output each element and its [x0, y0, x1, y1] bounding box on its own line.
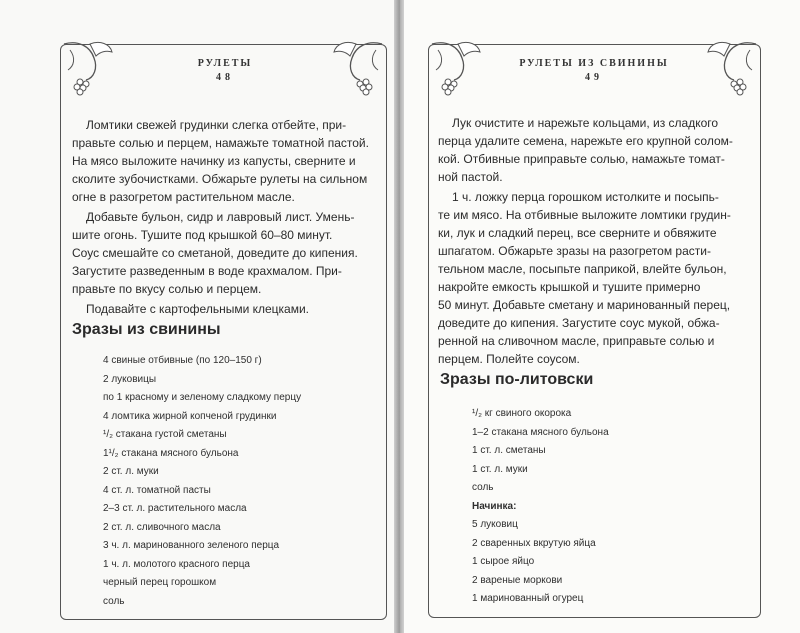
ingredient-item: 2 ст. л. муки: [103, 466, 159, 477]
paragraph: Добавьте бульон, сидр и лавровый лист. Умень- шите огонь. Тушите под крышкой 60–80 минут. Соус смешайте со сметаной, доведите до кипения. Загустите разведенным в воде крахмалом. При- правьте по вкусу солью и перцем.: [72, 210, 358, 296]
ingredient-item: 4 ст. л. томатной пасты: [103, 484, 211, 496]
recipe-instructions: [72, 116, 382, 320]
paragraph: Ломтики свежей грудинки слегка отбейте, при- правьте солью и перцем, намажьте томатной пастой. На мясо выложите начинку из капусты, сверните и сколите зубочистками. Обжарьте рулеты на сильном огне в разогретом растительном масле.: [72, 118, 369, 204]
left-page: [0, 0, 396, 633]
ingredient-item: 5 луковиц: [472, 519, 518, 530]
ingredient-item: 1 маринованный огурец: [472, 593, 584, 604]
ingredient-item: по 1 красному и зеленому сладкому перцу: [103, 392, 302, 403]
ingredient-item: ¹/₂ стакана густой сметаны: [103, 429, 227, 440]
recipe-title: Зразы по-литовски: [440, 371, 594, 388]
ingredient-item: 4 свиные отбивные (по 120–150 г): [103, 355, 262, 366]
ingredient-item: ¹/₂ кг свиного окорока: [472, 408, 572, 419]
ingredient-item: 2–3 ст. л. растительного масла: [103, 503, 247, 514]
ingredient-item: соль: [103, 595, 125, 607]
grape-vine-ornament-icon: [428, 36, 484, 96]
running-head: РУЛЕТЫ ИЗ СВИНИНЫ: [519, 58, 669, 69]
ingredient-item: 2 сваренных вкрутую яйца: [472, 537, 596, 549]
ingredient-item: 2 луковицы: [103, 373, 157, 385]
ingredient-item: 1 сырое яйцо: [472, 556, 535, 567]
running-head: РУЛЕТЫ: [197, 58, 253, 69]
filling-heading: Начинка:: [472, 500, 517, 512]
ingredient-item: 2 вареные моркови: [472, 574, 563, 586]
ingredient-list: [472, 405, 742, 609]
ingredient-item: 3 ч. л. маринованного зеленого перца: [103, 540, 280, 551]
right-page: [404, 0, 800, 633]
paragraph: 1 ч. ложку перца горошком истолките и посыпь- те им мясо. На отбивные выложите ломтики грудин- ки, лук и сладкий перец, все сверните и обвяжите шпагатом. Обжарьте зразы на разогретом расти- тельном масле, посыпьте паприкой, влейте бульон, накройте емкость крышкой и тушите примерно 50 минут. Добавьте сметану и маринованный перец, доведите до кипения. Загустите соус мукой, обжа- ренной на сливочном масле, приправьте солью и перцем. Полейте соусом.: [438, 190, 731, 366]
ingredient-item: 1 ст. л. муки: [472, 463, 528, 475]
ingredient-item: соль: [472, 482, 494, 493]
ingredient-item: 1–2 стакана мясного бульона: [472, 426, 609, 438]
grape-vine-ornament-icon: [60, 36, 116, 96]
grape-vine-ornament-icon: [704, 36, 760, 96]
paragraph: Лук очистите и нарежьте кольцами, из сладкого перца удалите семена, нарежьте его крупной солом- кой. Отбивные приправьте солью, намажьте томат- ной пастой.: [438, 116, 733, 184]
ingredient-item: 1 ст. л. сметаны: [472, 445, 546, 456]
ingredient-item: 2 ст. л. сливочного масла: [103, 521, 221, 533]
ingredient-item: 1¹/₂ стакана мясного бульона: [103, 447, 239, 459]
ingredient-item: черный перец горошком: [103, 577, 217, 588]
ingredient-item: 1 ч. л. молотого красного перца: [103, 558, 250, 570]
recipe-instructions: [438, 114, 756, 370]
page-number: 48: [216, 72, 234, 83]
ingredient-list: [103, 352, 373, 611]
grape-vine-ornament-icon: [330, 36, 386, 96]
page-number: 49: [585, 72, 603, 83]
recipe-title: Зразы из свинины: [72, 321, 221, 338]
paragraph: Подавайте с картофельными клецками.: [86, 302, 310, 316]
ingredient-item: 4 ломтика жирной копченой грудинки: [103, 410, 277, 422]
